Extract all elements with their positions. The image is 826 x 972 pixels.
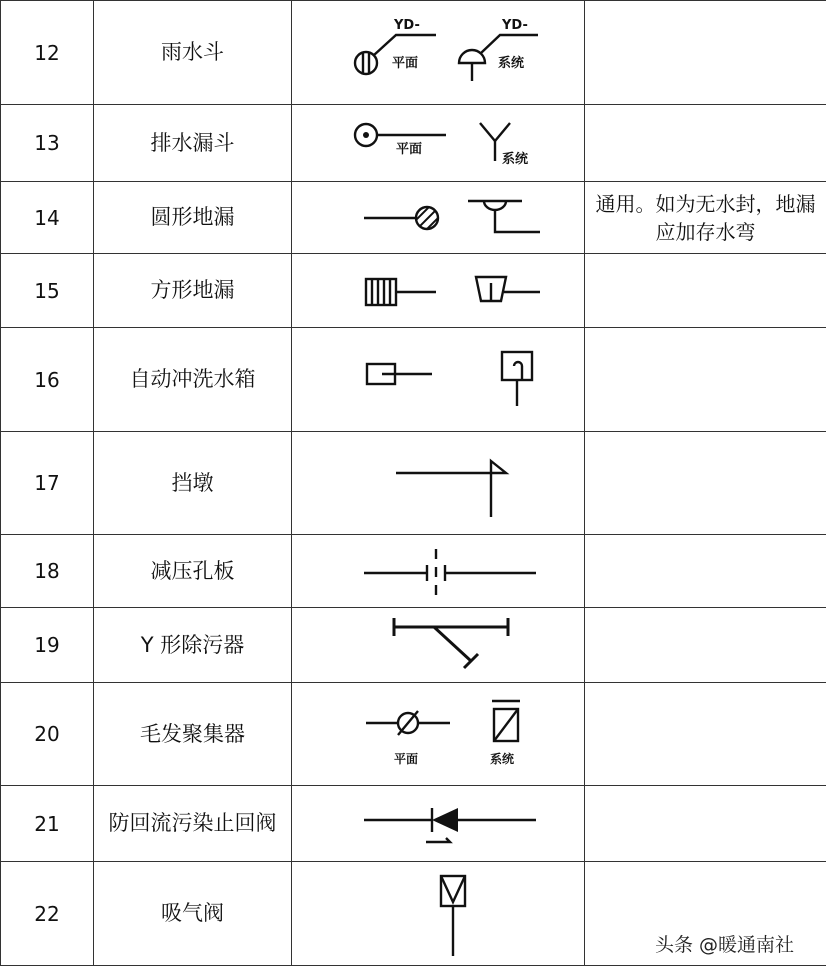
symbol-cell xyxy=(292,786,585,862)
row-number: 20 xyxy=(1,683,94,786)
remark xyxy=(585,683,826,786)
row-number: 18 xyxy=(1,535,94,608)
row-number: 17 xyxy=(1,432,94,535)
item-name: 毛发聚集器 xyxy=(94,683,292,786)
item-name: 方形地漏 xyxy=(94,254,292,328)
symbol-label: 系统 xyxy=(498,55,525,71)
symbol-label: 系统 xyxy=(502,152,529,167)
remark xyxy=(585,1,826,105)
watermark: 头条 @暖通南社 xyxy=(655,934,795,956)
item-name: 挡墩 xyxy=(94,432,292,535)
remark xyxy=(585,608,826,683)
table-row xyxy=(1,328,826,432)
table-row xyxy=(1,608,826,683)
symbol-cell xyxy=(292,182,585,254)
table-row xyxy=(1,105,826,182)
square-floor-drain-symbol xyxy=(308,263,568,319)
item-name: 圆形地漏 xyxy=(94,182,292,254)
drain-funnel-symbol xyxy=(308,111,568,175)
auto-flush-tank-symbol xyxy=(308,340,568,420)
item-name: 雨水斗 xyxy=(94,1,292,105)
remark xyxy=(585,535,826,608)
item-name xyxy=(94,786,292,862)
row-number: 15 xyxy=(1,254,94,328)
roof-drain-symbol xyxy=(308,13,568,93)
symbol-cell xyxy=(292,535,585,608)
row-number: 21 xyxy=(1,786,94,862)
symbol-cell xyxy=(292,328,585,432)
item-name: 吸气阀 xyxy=(94,862,292,966)
hair-catcher-symbol xyxy=(308,689,568,779)
y-strainer-symbol xyxy=(308,613,568,677)
symbol-label: 系统 xyxy=(490,752,515,766)
symbol-label: 平面 xyxy=(394,752,419,766)
item-name: 减压孔板 xyxy=(94,535,292,608)
symbol-cell xyxy=(292,254,585,328)
backflow-check-valve-symbol xyxy=(308,792,568,856)
row-number: 19 xyxy=(1,608,94,683)
remark xyxy=(585,786,826,862)
air-admittance-valve-symbol xyxy=(308,866,568,962)
table-row xyxy=(1,432,826,535)
symbol-cell xyxy=(292,683,585,786)
remark: 通用。如为无水封，地漏应加存水弯 xyxy=(585,182,826,254)
item-name: Y 形除污器 xyxy=(94,608,292,683)
symbol-cell xyxy=(292,105,585,182)
item-name-text: 防回流污染止回阀 xyxy=(108,811,277,835)
table-row xyxy=(1,535,826,608)
item-name: 自动冲洗水箱 xyxy=(94,328,292,432)
table-row xyxy=(1,182,826,254)
item-name: 排水漏斗 xyxy=(94,105,292,182)
symbol-label: 平面 xyxy=(392,55,419,71)
row-number: 13 xyxy=(1,105,94,182)
thrust-block-symbol xyxy=(308,443,568,523)
symbol-label: 平面 xyxy=(396,142,423,157)
pressure-orifice-symbol xyxy=(308,543,568,599)
row-number: 14 xyxy=(1,182,94,254)
symbol-label: YD- xyxy=(394,17,420,33)
table-row xyxy=(1,683,826,786)
remark xyxy=(585,254,826,328)
table-row xyxy=(1,786,826,862)
row-number: 22 xyxy=(1,862,94,966)
remark xyxy=(585,105,826,182)
symbol-cell xyxy=(292,432,585,535)
symbol-cell xyxy=(292,608,585,683)
symbol-label: YD- xyxy=(502,17,528,33)
round-floor-drain-symbol xyxy=(308,188,568,248)
table-row xyxy=(1,254,826,328)
remark xyxy=(585,432,826,535)
remark xyxy=(585,328,826,432)
row-number: 12 xyxy=(1,1,94,105)
symbol-cell xyxy=(292,1,585,105)
row-number: 16 xyxy=(1,328,94,432)
symbol-cell xyxy=(292,862,585,966)
table-row xyxy=(1,1,826,105)
